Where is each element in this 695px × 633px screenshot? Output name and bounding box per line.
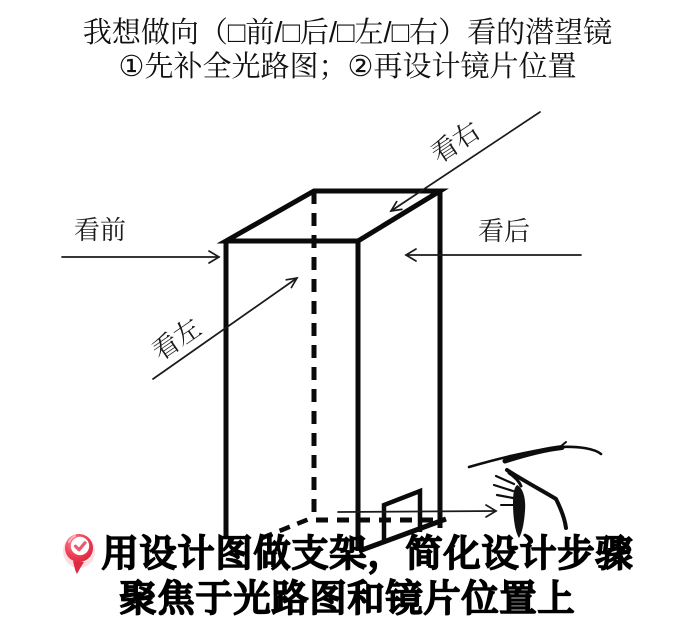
eyelash-1 — [496, 476, 514, 484]
eyelash-3 — [497, 495, 513, 498]
box-wireframe — [226, 191, 446, 551]
arrow-look-front — [62, 251, 219, 263]
arrow-look-back — [406, 249, 581, 261]
footer-line-2 — [0, 577, 695, 621]
eyebrow-curve — [469, 447, 601, 467]
eyelash-2 — [494, 485, 513, 491]
title-line-1: 我想做向（□前/□后/□左/□右）看的潜望镜 — [82, 17, 613, 49]
footer-text-1: 用设计图做支架，简化设计步骤 — [101, 533, 634, 574]
label-look-back: 看后 — [477, 216, 531, 246]
box-top-face — [226, 191, 440, 241]
label-look-right: 看右 — [425, 115, 486, 170]
footer-block — [0, 531, 695, 621]
label-look-front: 看前 — [73, 215, 127, 245]
check-badge-icon — [62, 531, 96, 577]
eye-sketch — [469, 442, 601, 538]
label-look-left: 看左 — [146, 312, 207, 367]
arrowhead — [391, 202, 402, 211]
footer-line-1 — [0, 531, 695, 577]
exit-light-arrow — [338, 505, 496, 517]
title-block — [0, 16, 695, 84]
footer-text-2: 聚焦于光路图和镜片位置上 — [119, 578, 576, 619]
title-line-2: ①先补全光路图；②再设计镜片位置 — [118, 51, 577, 83]
